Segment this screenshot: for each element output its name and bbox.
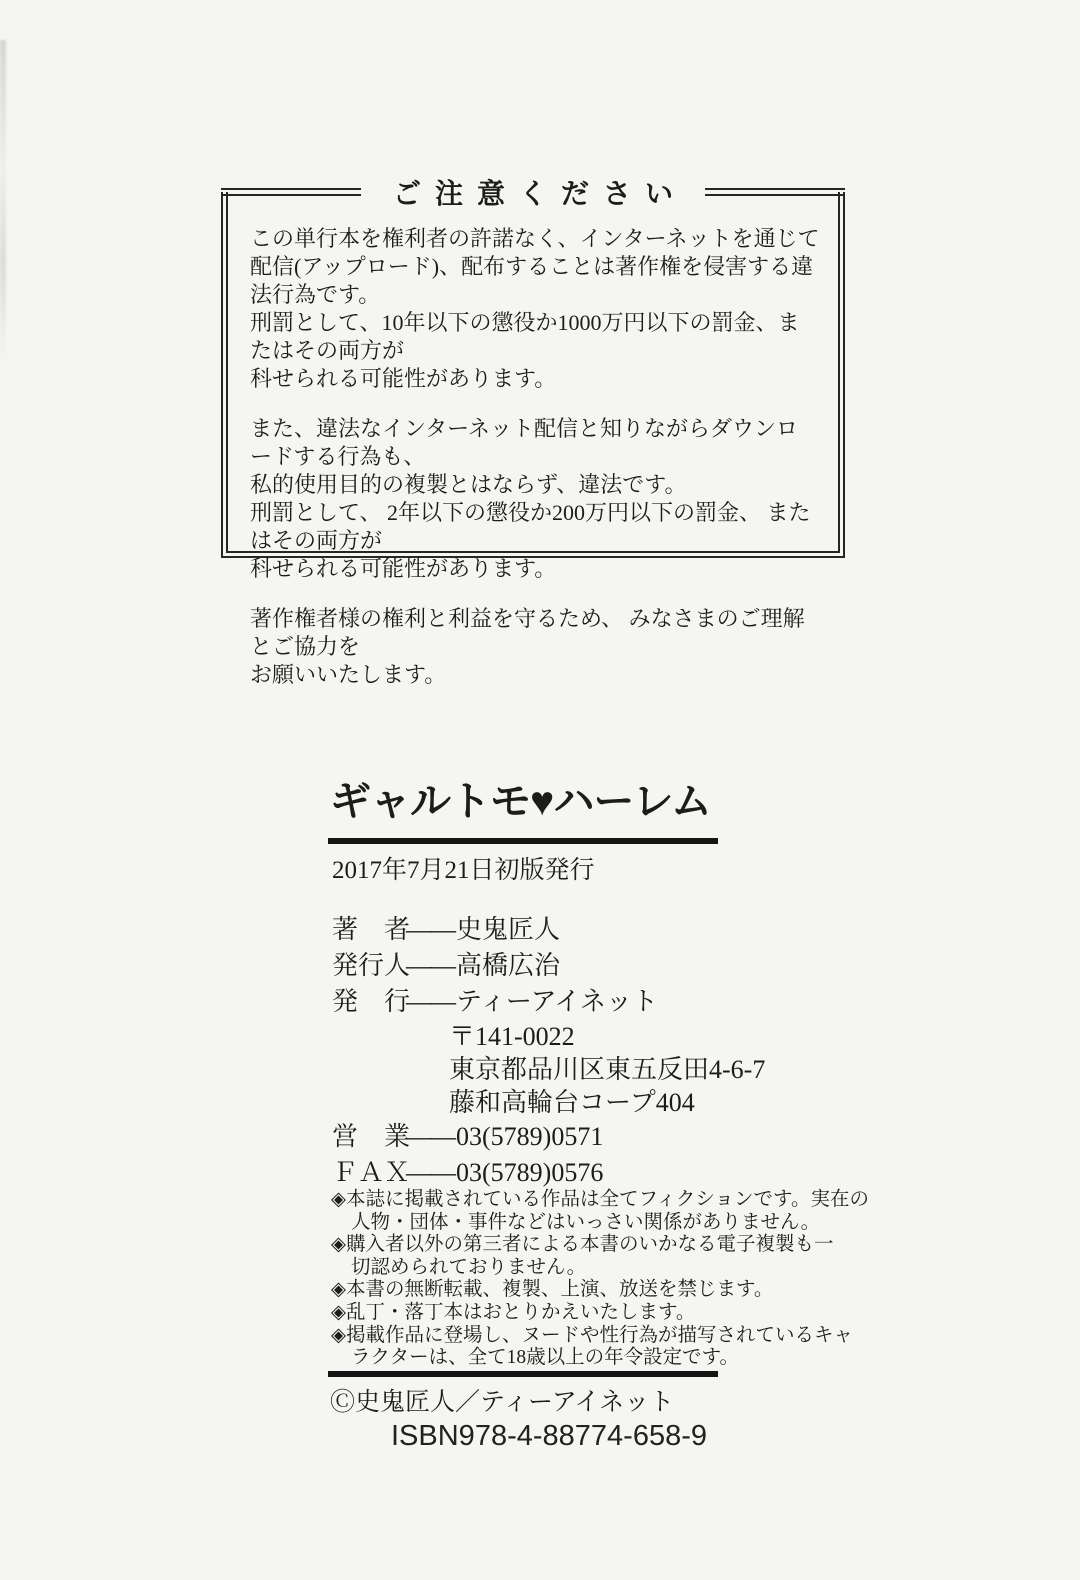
- warning-line: 科せられる可能性があります。: [250, 366, 557, 391]
- row-label: 著 者: [332, 915, 411, 944]
- publisher-row: [332, 984, 765, 1020]
- note-fiction: ◈本誌に掲載されている作品は全てフィクションです。実在の: [331, 1189, 869, 1210]
- note-age: ◈掲載作品に登場し、ヌードや性行為が描写されているキャ: [331, 1324, 853, 1346]
- warning-line: また、違法なインターネット配信と知りながらダウンロードする行為も、: [250, 416, 799, 469]
- warning-line: 私的使用目的の複製とはならず、違法です。: [250, 472, 687, 497]
- note-fiction-cont: 人物・団体・事件などはいっさい関係がありません。: [351, 1211, 821, 1233]
- fax-number: 03(5789)0576: [456, 1158, 604, 1187]
- warning-paragraph-request: [250, 605, 820, 689]
- bottom-rule: [328, 1371, 718, 1377]
- leader-dash: ――: [406, 915, 454, 944]
- warning-line: お願いいたします。: [250, 662, 447, 687]
- book-title: ギャルトモ♥ハーレム: [330, 778, 711, 824]
- header-rule-right: [705, 188, 845, 196]
- warning-title: ご注意ください: [393, 179, 688, 210]
- leader-dash: ――: [406, 987, 454, 1016]
- isbn: ISBN978-4-88774-658-9: [391, 1420, 707, 1452]
- leader-dash: ――: [406, 1122, 454, 1151]
- address-building: 藤和高輪台コープ404: [449, 1088, 695, 1117]
- publisher-name: ティーアイネット: [456, 987, 659, 1016]
- note-copy-cont: 切認められておりません。: [351, 1256, 587, 1278]
- author-row: [332, 912, 765, 948]
- note-reprint: ◈本書の無断転載、複製、上演、放送を禁じます。: [331, 1279, 774, 1301]
- sales-phone-number: 03(5789)0571: [456, 1122, 604, 1151]
- copyright-warning-box: [221, 179, 845, 687]
- warning-body: [228, 192, 838, 689]
- header-rule-left: [221, 188, 361, 196]
- postal-code: 〒141-0022: [449, 1022, 575, 1051]
- warning-paragraph-download: [250, 415, 820, 583]
- author-name: 史鬼匠人: [456, 915, 561, 944]
- publication-details: [332, 912, 765, 1191]
- warning-line: 刑罰として、 2年以下の懲役か200万円以下の罰金、 またはその両方が: [250, 500, 811, 553]
- edition-date: 2017年7月21日初版発行: [332, 857, 595, 884]
- title-rule: [328, 838, 718, 844]
- warning-line: この単行本を権利者の許諾なく、インターネットを通じて: [250, 226, 820, 251]
- warning-line: 配信(アップロード)、配布することは著作権を侵害する違法行為です。: [250, 254, 814, 307]
- copyright-line: Ⓒ史鬼匠人／ティーアイネット: [330, 1389, 675, 1416]
- row-label: 発 行: [332, 987, 411, 1016]
- issuer-name: 高橋広治: [456, 951, 561, 980]
- address-street: 東京都品川区東五反田4-6-7: [449, 1055, 766, 1084]
- warning-paragraph-upload: [250, 225, 820, 393]
- warning-line: 著作権者様の権利と利益を守るため、 みなさまのご理解とご協力を: [250, 606, 805, 659]
- warning-line: 科せられる可能性があります。: [250, 556, 557, 581]
- note-defect: ◈乱丁・落丁本はおとりかえいたします。: [331, 1301, 696, 1323]
- row-label: ＦＡＸ: [332, 1158, 411, 1187]
- row-label: 発行人: [332, 951, 411, 980]
- leader-dash: ――: [406, 951, 454, 980]
- sales-phone-row: [332, 1119, 765, 1155]
- warning-line: 刑罰として、10年以下の懲役か1000万円以下の罰金、またはその両方が: [250, 310, 800, 363]
- legal-notes: [331, 1189, 869, 1370]
- scan-artifact: [0, 40, 6, 360]
- row-label: 営 業: [332, 1122, 411, 1151]
- warning-box-header: [221, 175, 845, 209]
- leader-dash: ――: [406, 1158, 454, 1187]
- note-age-cont: ラクターは、全て18歳以上の年令設定です。: [351, 1347, 740, 1369]
- issuer-row: [332, 948, 765, 984]
- note-copy: ◈購入者以外の第三者による本書のいかなる電子複製も一: [331, 1234, 834, 1256]
- fax-row: [332, 1155, 765, 1191]
